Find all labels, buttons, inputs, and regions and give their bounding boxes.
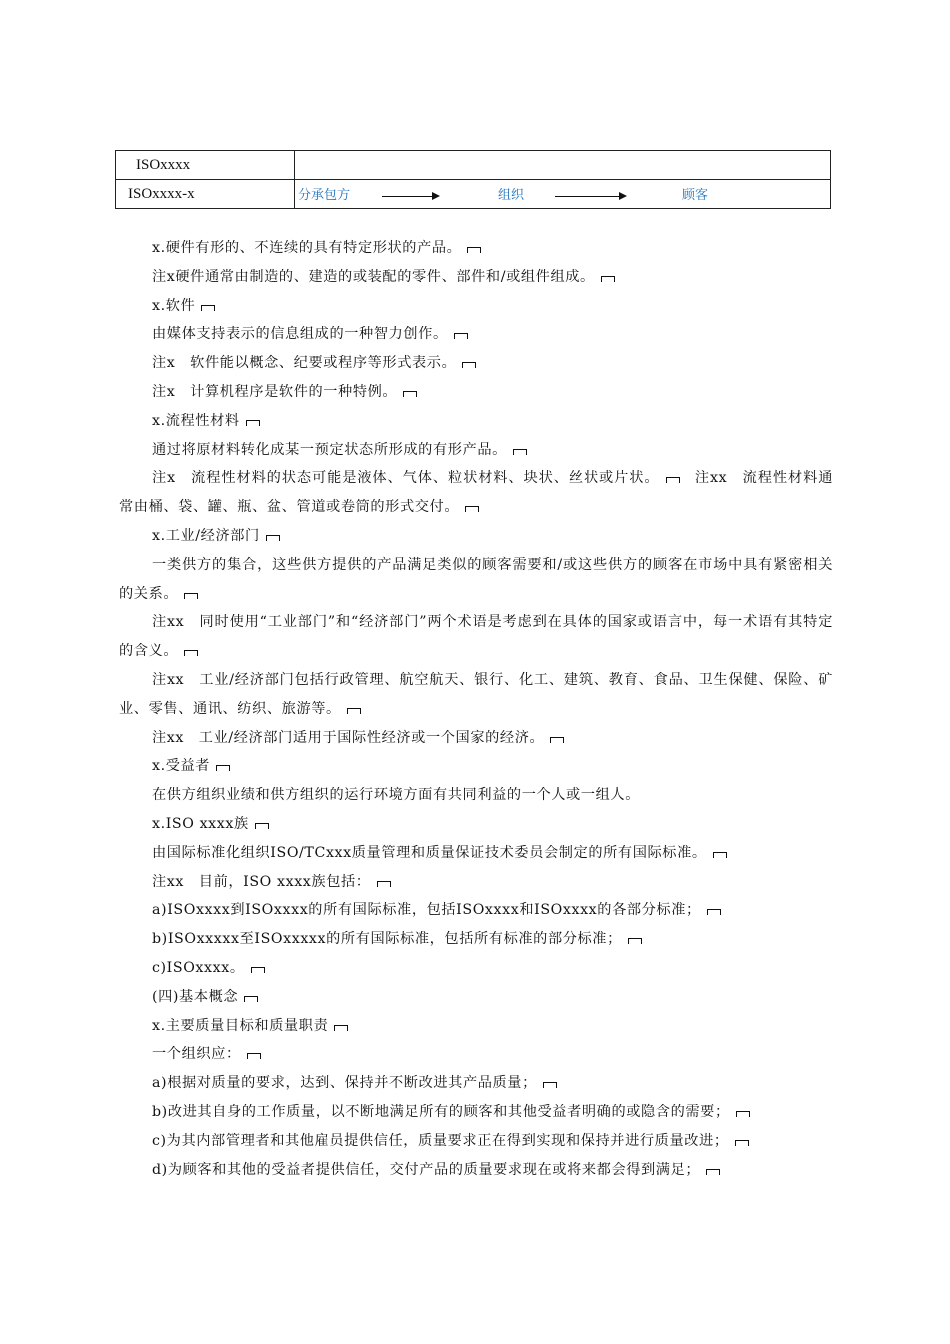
paragraph-text: c)为其内部管理者和其他雇员提供信任，质量要求正在得到实现和保持并进行质量改进；: [152, 1132, 729, 1149]
paragraph: [119, 234, 833, 263]
paragraph-mark-icon: [628, 938, 642, 944]
paragraph: [119, 1156, 833, 1185]
paragraph: [119, 925, 833, 954]
paragraph: [119, 464, 833, 522]
paragraph: [119, 724, 833, 753]
paragraph-text: x.受益者: [152, 758, 211, 775]
paragraph-mark-icon: [543, 1082, 557, 1088]
paragraph-text: 注x 流程性材料的状态可能是液体、气体、粒状材料、块状、丝状或片状。: [152, 470, 660, 487]
paragraph: [119, 378, 833, 407]
paragraph: [119, 608, 833, 666]
paragraph: [119, 666, 833, 724]
paragraph-text: x.工业/经济部门: [152, 527, 260, 544]
paragraph-mark-icon: [255, 823, 269, 829]
paragraph: [119, 436, 833, 465]
paragraph-text: 注xx 工业/经济部门包括行政管理、航空航天、银行、化工、建筑、教育、食品、卫生保健、保险、矿业、零售、通讯、纺织、旅游等。: [119, 671, 833, 717]
paragraph-mark-icon: [266, 535, 280, 541]
paragraph: [119, 320, 833, 349]
table-row: [116, 151, 831, 180]
paragraph: [119, 349, 833, 378]
paragraph-text: 一个组织应：: [152, 1046, 241, 1063]
paragraph-mark-icon: [201, 305, 215, 311]
arrow-right-icon: [382, 196, 438, 197]
paragraph-text: 注xx 流程性材料通常由桶、袋、罐、瓶、盆、管道或卷筒的形式交付。: [119, 470, 833, 516]
paragraph-text: d)为顾客和其他的受益者提供信任，交付产品的质量要求现在或将来都会得到满足；: [152, 1161, 701, 1178]
paragraph: [119, 839, 833, 868]
paragraph: [119, 868, 833, 897]
paragraph-text: x.硬件有形的、不连续的具有特定形状的产品。: [152, 240, 462, 256]
paragraph-mark-icon: [462, 362, 476, 368]
paragraph-text: 注xx 工业/经济部门适用于国际性经济或一个国家的经济。: [152, 729, 545, 746]
paragraph-mark-icon: [736, 1111, 750, 1117]
paragraph-text: a)根据对质量的要求，达到、保持并不断改进其产品质量；: [152, 1075, 537, 1092]
paragraph-text: c)ISOxxxx。: [152, 959, 245, 976]
paragraph-mark-icon: [334, 1025, 348, 1031]
paragraph-mark-icon: [454, 333, 468, 339]
paragraph-text: 由国际标准化组织ISO/TCxxx质量管理和质量保证技术委员会制定的所有国际标准。: [152, 844, 707, 861]
paragraph-text: 在供方组织业绩和供方组织的运行环境方面有共同利益的一个人或一组人。: [152, 787, 640, 804]
table-cell: [295, 180, 831, 209]
paragraph-mark-icon: [467, 247, 481, 253]
paragraph-mark-icon: [735, 1140, 749, 1146]
paragraph-text: 注xx 目前，ISO xxxx族包括：: [152, 873, 371, 890]
paragraph-mark-icon: [246, 420, 260, 426]
paragraph-text: b)ISOxxxxx至ISOxxxxx的所有国际标准，包括所有标准的部分标准；: [152, 931, 622, 948]
table-cell: [116, 180, 295, 209]
paragraph-mark-icon: [513, 449, 527, 455]
standard-code: ISOxxxx: [136, 156, 191, 173]
paragraph: [119, 1098, 833, 1127]
paragraph: [119, 752, 833, 781]
paragraph-mark-icon: [216, 765, 230, 771]
paragraph-mark-icon: [184, 593, 198, 599]
paragraph: [119, 292, 833, 321]
paragraph-mark-icon: [601, 276, 615, 282]
document-body: [119, 234, 833, 1184]
paragraph: [119, 896, 833, 925]
paragraph-text: a)ISOxxxx到ISOxxxx的所有国际标准，包括ISOxxxx和ISOxxxx的各部分标准；: [152, 902, 701, 919]
paragraph-text: 由媒体支持表示的信息组成的一种智力创作。: [152, 326, 448, 343]
paragraph: [119, 407, 833, 436]
paragraph: [119, 810, 833, 839]
table-row: [116, 180, 831, 209]
paragraph-mark-icon: [707, 909, 721, 915]
arrow-right-icon: [555, 196, 625, 197]
paragraph-text: 一类供方的集合，这些供方提供的产品满足类似的顾客需要和/或这些供方的顾客在市场中具有紧密相关的关系。: [119, 556, 833, 602]
standards-table: [115, 150, 831, 209]
paragraph-mark-icon: [403, 391, 417, 397]
flow-node-subcontractor: 分承包方: [298, 188, 351, 203]
flow-node-organization: 组织: [498, 188, 525, 203]
paragraph: [119, 1012, 833, 1041]
paragraph-text: 注x 计算机程序是软件的一种特例。: [152, 383, 398, 400]
paragraph-mark-icon: [347, 708, 361, 714]
paragraph-mark-icon: [244, 996, 258, 1002]
paragraph: [119, 781, 833, 810]
paragraph-text: (四)基本概念: [152, 988, 239, 1005]
table-cell: [116, 151, 295, 180]
paragraph-mark-icon: [550, 737, 564, 743]
paragraph-text: x.流程性材料: [152, 412, 240, 429]
paragraph-text: 通过将原材料转化成某一预定状态所形成的有形产品。: [152, 441, 507, 458]
paragraph: [119, 263, 833, 292]
paragraph-mark-icon: [377, 881, 391, 887]
supply-chain-flow: [295, 180, 830, 208]
paragraph: [119, 522, 833, 551]
paragraph-mark-icon: [251, 967, 265, 973]
paragraph: [119, 1127, 833, 1156]
paragraph: [119, 1069, 833, 1098]
paragraph-text: 注x 软件能以概念、纪要或程序等形式表示。: [152, 355, 457, 372]
paragraph-mark-icon: [247, 1053, 261, 1059]
paragraph: [119, 954, 833, 983]
paragraph-text: x.主要质量目标和质量职责: [152, 1017, 329, 1034]
paragraph-mark-icon: [465, 506, 479, 512]
paragraph-text: 注x硬件通常由制造的、建造的或装配的零件、部件和/或组件组成。: [152, 268, 595, 285]
paragraph-text: x.软件: [152, 297, 196, 314]
paragraph: [119, 1040, 833, 1069]
flow-node-customer: 顾客: [682, 188, 709, 203]
standard-code: ISOxxxx-x: [128, 185, 195, 202]
paragraph-mark-icon: [184, 650, 198, 656]
paragraph-mark-icon: [666, 477, 680, 483]
paragraph-text: x.ISO xxxx族: [152, 815, 249, 832]
paragraph-mark-icon: [706, 1169, 720, 1175]
paragraph: [119, 983, 833, 1012]
paragraph-text: 注xx 同时使用“工业部门”和“经济部门”两个术语是考虑到在具体的国家或语言中，每一术语有其特定的含义。: [119, 614, 833, 660]
paragraph-text: b)改进其自身的工作质量，以不断地满足所有的顾客和其他受益者明确的或隐含的需要；: [152, 1103, 730, 1120]
table-cell: [295, 151, 831, 180]
paragraph: [119, 551, 833, 609]
paragraph-mark-icon: [713, 852, 727, 858]
